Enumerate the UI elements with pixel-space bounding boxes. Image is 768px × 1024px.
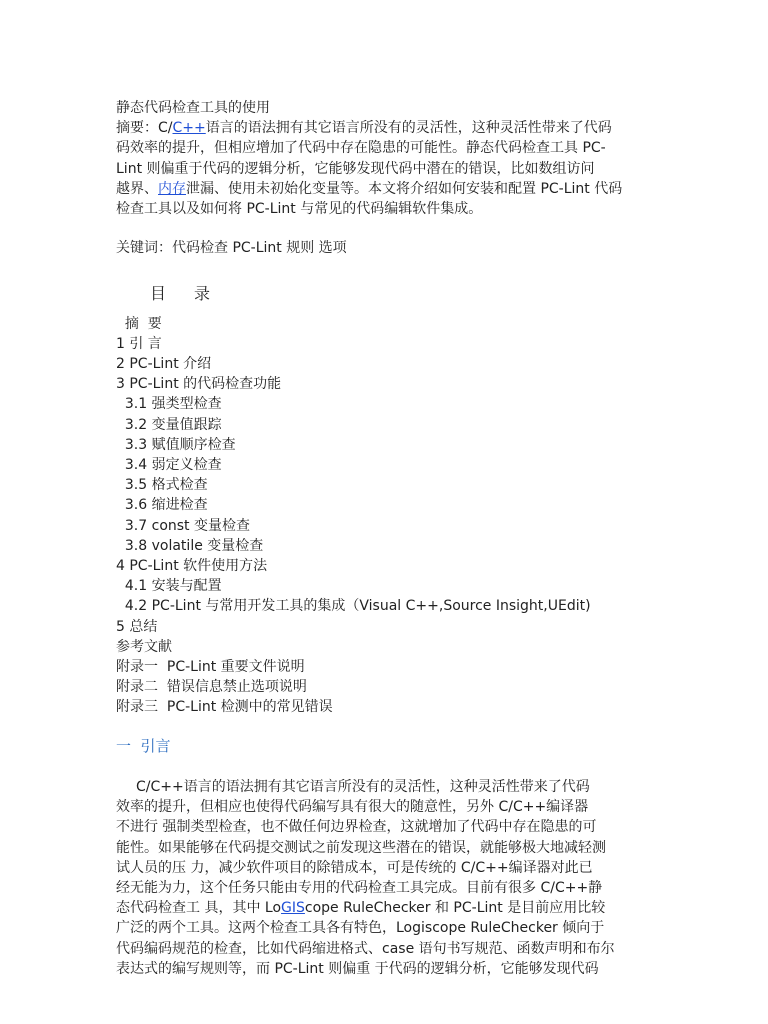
cpp-link[interactable]: C++ [172,120,206,137]
body-line: 代码编码规范的检查，比如代码缩进格式、case 语句书写规范、函数声明和布尔 [116,940,615,957]
body-line: 表达式的编写规则等，而 PC-Lint 则偏重 于代码的逻辑分析，它能够发现代码 [116,960,599,977]
toc-item: 4.1 安装与配置 [116,578,222,595]
keywords: 关键词：代码检查 PC-Lint 规则 选项 [116,240,347,257]
document-page [116,98,656,979]
body-line: 效率的提升，但相应也使得代码编写具有很大的随意性，另外 C/C++编译器 [116,799,589,816]
body-paragraph [116,777,656,979]
toc-item: 3.8 volatile 变量检查 [116,537,264,554]
abstract-text: 语言的语法拥有其它语言所没有的灵活性，这种灵活性带来了代码 [205,120,612,137]
abstract [116,118,656,219]
toc-item: 5 总结 [116,618,158,635]
body-line: 不进行 强制类型检查，也不做任何边界检查，这就增加了代码中存在隐患的可 [116,819,597,836]
table-of-contents [116,314,656,718]
toc-item: 参考文献 [116,638,172,655]
body-text: 态代码检查工 具，其中 Lo [116,900,282,917]
toc-item: 3.7 const 变量检查 [116,517,250,534]
toc-item: 3.4 弱定义检查 [116,457,222,474]
abstract-text: 泄漏、使用未初始化变量等。本文将介绍如何安装和配置 PC-Lint 代码 [186,180,623,197]
body-line: C/C++语言的语法拥有其它语言所没有的灵活性，这种灵活性带来了代码 [136,778,590,795]
toc-item: 4.2 PC-Lint 与常用开发工具的集成（Visual C++,Source Insight,UEdit) [116,598,591,615]
logiscope-link[interactable]: GIS [281,900,305,917]
toc-item: 2 PC-Lint 介绍 [116,356,212,373]
toc-item: 附录一 PC-Lint 重要文件说明 [116,659,305,676]
body-line: 能性。如果能够在代码提交测试之前发现这些潜在的错误，就能够极大地减轻测 [116,839,606,856]
document-title: 静态代码检查工具的使用 [116,100,270,116]
body-text: cope RuleChecker 和 PC-Lint 是目前应用比较 [304,900,606,917]
abstract-line [116,179,656,199]
body-line: 经无能为力，这个任务只能由专用的代码检查工具完成。目前有很多 C/C++静 [116,879,603,896]
abstract-text: 摘要：C/ [116,120,173,137]
toc-item: 3.6 缩进检查 [116,497,208,514]
body-line [116,898,656,918]
abstract-line [116,118,656,138]
toc-item: 附录二 错误信息禁止选项说明 [116,679,307,696]
abstract-text: 越界、 [116,180,158,197]
section-title: 一 引言 [116,736,171,755]
body-line: 试人员的压 力，减少软件项目的除错成本，可是传统的 C/C++编译器对此已 [116,859,593,876]
toc-item: 3.5 格式检查 [116,477,208,494]
toc-item: 4 PC-Lint 软件使用方法 [116,558,268,575]
toc-item: 3.3 赋值顺序检查 [116,436,236,453]
memory-link[interactable]: 内存 [158,180,186,197]
toc-item: 3.1 强类型检查 [116,396,222,413]
toc-heading-a: 目 [150,284,169,304]
abstract-line: 码效率的提升，但相应增加了代码中存在隐患的可能性。静态代码检查工具 PC- [116,140,606,157]
abstract-line: Lint 则偏重于代码的逻辑分析，它能够发现代码中潜在的错误，比如数组访问 [116,160,595,177]
toc-item: 摘 要 [116,315,162,332]
toc-item: 附录三 PC-Lint 检测中的常见错误 [116,699,333,716]
toc-item: 3 PC-Lint 的代码检查功能 [116,376,282,393]
abstract-line: 检查工具以及如何将 PC-Lint 与常见的代码编辑软件集成。 [116,201,483,218]
toc-heading [116,284,656,304]
toc-item: 1 引 言 [116,335,162,352]
body-line: 广泛的两个工具。这两个检查工具各有特色，Logiscope RuleChecker 倾向于 [116,920,605,937]
toc-heading-b: 录 [194,284,213,304]
toc-item: 3.2 变量值跟踪 [116,416,222,433]
